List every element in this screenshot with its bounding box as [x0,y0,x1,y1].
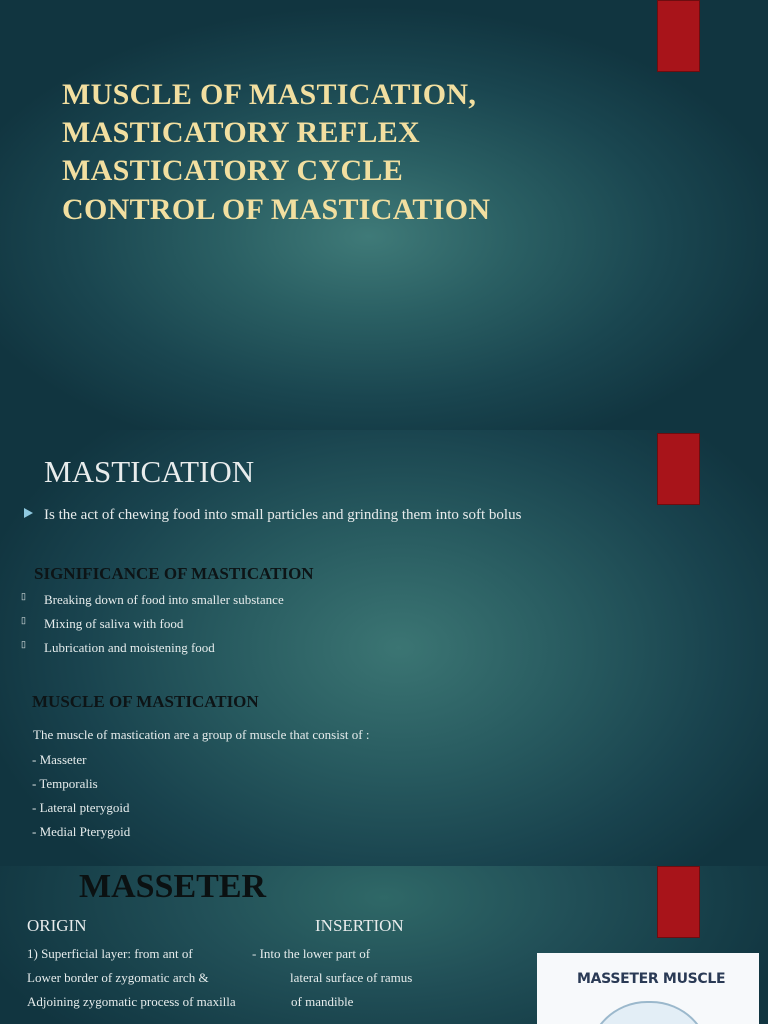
muscle-illustration-icon [587,1001,711,1024]
slide-heading: MASSETER [79,868,267,905]
muscle-item: - Temporalis [32,776,98,791]
red-accent-tab [657,866,700,938]
insertion-heading: INSERTION [315,916,404,935]
definition-text: Is the act of chewing food into small particles and grinding them into soft bolus [44,507,522,523]
bullet-icon: ▯ [21,615,26,625]
title-line-3: MASTICATORY CYCLE [62,154,404,187]
muscle-item: - Medial Pterygoid [32,824,131,839]
origin-line: Lower border of zygomatic arch & [27,970,209,985]
red-accent-tab [657,433,700,505]
title-line-2: MASTICATORY REFLEX [62,116,421,149]
masseter-slide [0,866,768,1024]
mastication-slide [0,430,768,866]
origin-line: Adjoining zygomatic process of maxilla [27,994,236,1009]
title-line-4: CONTROL OF MASTICATION [62,193,491,226]
bullet-icon: ▯ [21,639,26,649]
insertion-line: - Into the lower part of [252,946,371,961]
insertion-line: lateral surface of ramus [290,970,413,985]
origin-heading: ORIGIN [27,916,87,935]
significance-item: Mixing of saliva with food [44,616,184,631]
muscle-item: - Lateral pterygoid [32,800,130,815]
bullet-icon: ▯ [21,591,26,601]
insertion-line: of mandible [291,994,354,1009]
image-label: MASSETER MUSCLE [577,971,726,987]
title-line-1: MUSCLE OF MASTICATION, [62,78,477,111]
origin-line: 1) Superficial layer: from ant of [27,946,193,961]
title-slide [0,0,768,430]
triangle-bullet-icon [24,508,33,518]
muscle-item: - Masseter [32,752,87,767]
muscle-heading: MUSCLE OF MASTICATION [32,692,259,711]
red-accent-tab [657,0,700,72]
masseter-muscle-image [537,953,759,1024]
significance-heading: SIGNIFICANCE OF MASTICATION [34,564,314,583]
muscle-intro: The muscle of mastication are a group of muscle that consist of : [33,727,370,742]
significance-item: Breaking down of food into smaller substance [44,592,284,607]
slide-heading: MASTICATION [44,454,255,489]
significance-item: Lubrication and moistening food [44,640,215,655]
